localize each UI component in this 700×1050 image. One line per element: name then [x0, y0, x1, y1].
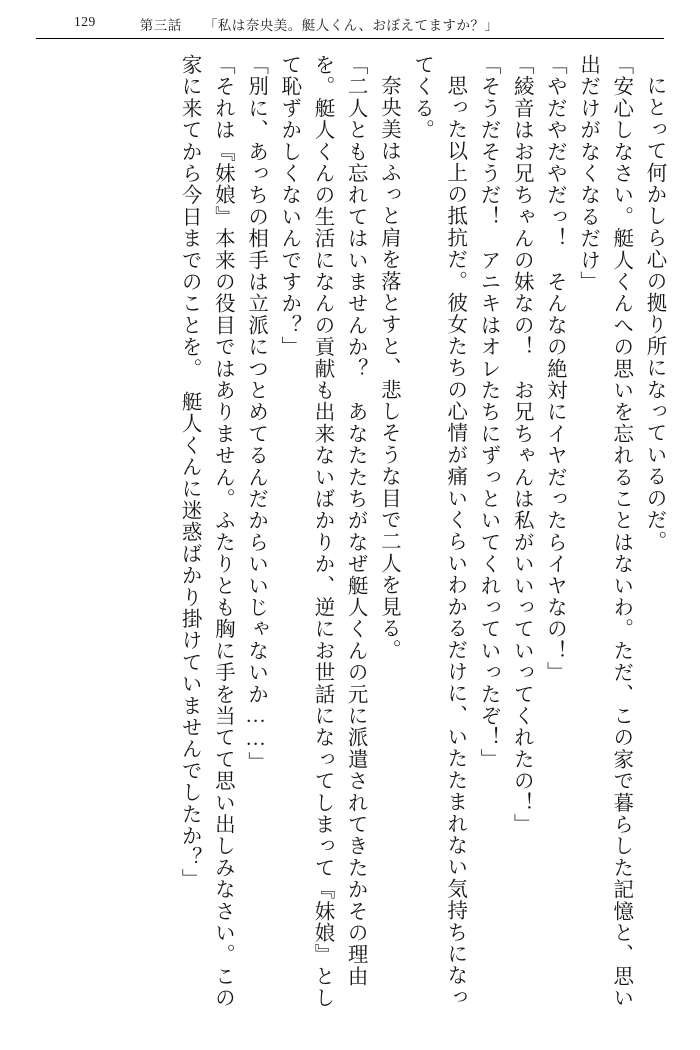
paragraph: 思った以上の抵抗だ。彼女たちの心情が痛いくらいわかるだけに、いたたまれない気持ちになってくる。 [410, 54, 466, 1008]
paragraph: 「それは『妹娘』本来の役目ではありません。ふたりとも胸に手を当てて思い出しみなさい。この家に来てから今日までのことを。 艇人くんに迷惑ばかり掛けていませんでしたか？」 [178, 54, 234, 1009]
paragraph: 「やだやだやだっ！ そんなの絶対にイヤだったらイヤなの！」 [543, 54, 566, 684]
chapter-title: 「私は奈央美。艇人くん、おぼえてますか？」 [203, 18, 499, 33]
paragraph: 「安心しなさい。艇人くんへの思いを忘れることはないわ。ただ、この家で暮らした記憶と、思い出だけがなくなるだけ」 [576, 54, 632, 1009]
paragraph: 「そうだそうだ！ アニキはオレたちにずっといてくれっていったぞ！」 [476, 54, 499, 771]
paragraph: 奈央美はふっと肩を落とすと、悲しそうな目で二人を見る。 [377, 74, 400, 661]
vertical-text-column [30, 54, 670, 1029]
page-body [30, 54, 670, 1034]
header-divider [36, 38, 664, 39]
paragraph: 「綾音はお兄ちゃんの妹なの！ お兄ちゃんは私がいいっていってくれたの！」 [510, 54, 533, 836]
page-header [0, 14, 700, 40]
paragraph: 「別に、あっちの相手は立派につとめてるんだからいいじゃないか……」 [244, 54, 267, 774]
chapter-label: 第三話 [139, 18, 182, 33]
page-number: 129 [74, 14, 96, 29]
paragraph: にとって何かしら心の拠り所になっているのだ。 [643, 74, 665, 552]
paragraph: 「二人とも忘れてはいませんか？ あなたたちがなぜ艇人くんの元に派遣されてきたかその理由を。艇人くんの生活になんの貢献も出来ないばかりか、逆にお世話になってしまって『妹娘』として恥ずかしくないんですか？」 [277, 54, 367, 1009]
